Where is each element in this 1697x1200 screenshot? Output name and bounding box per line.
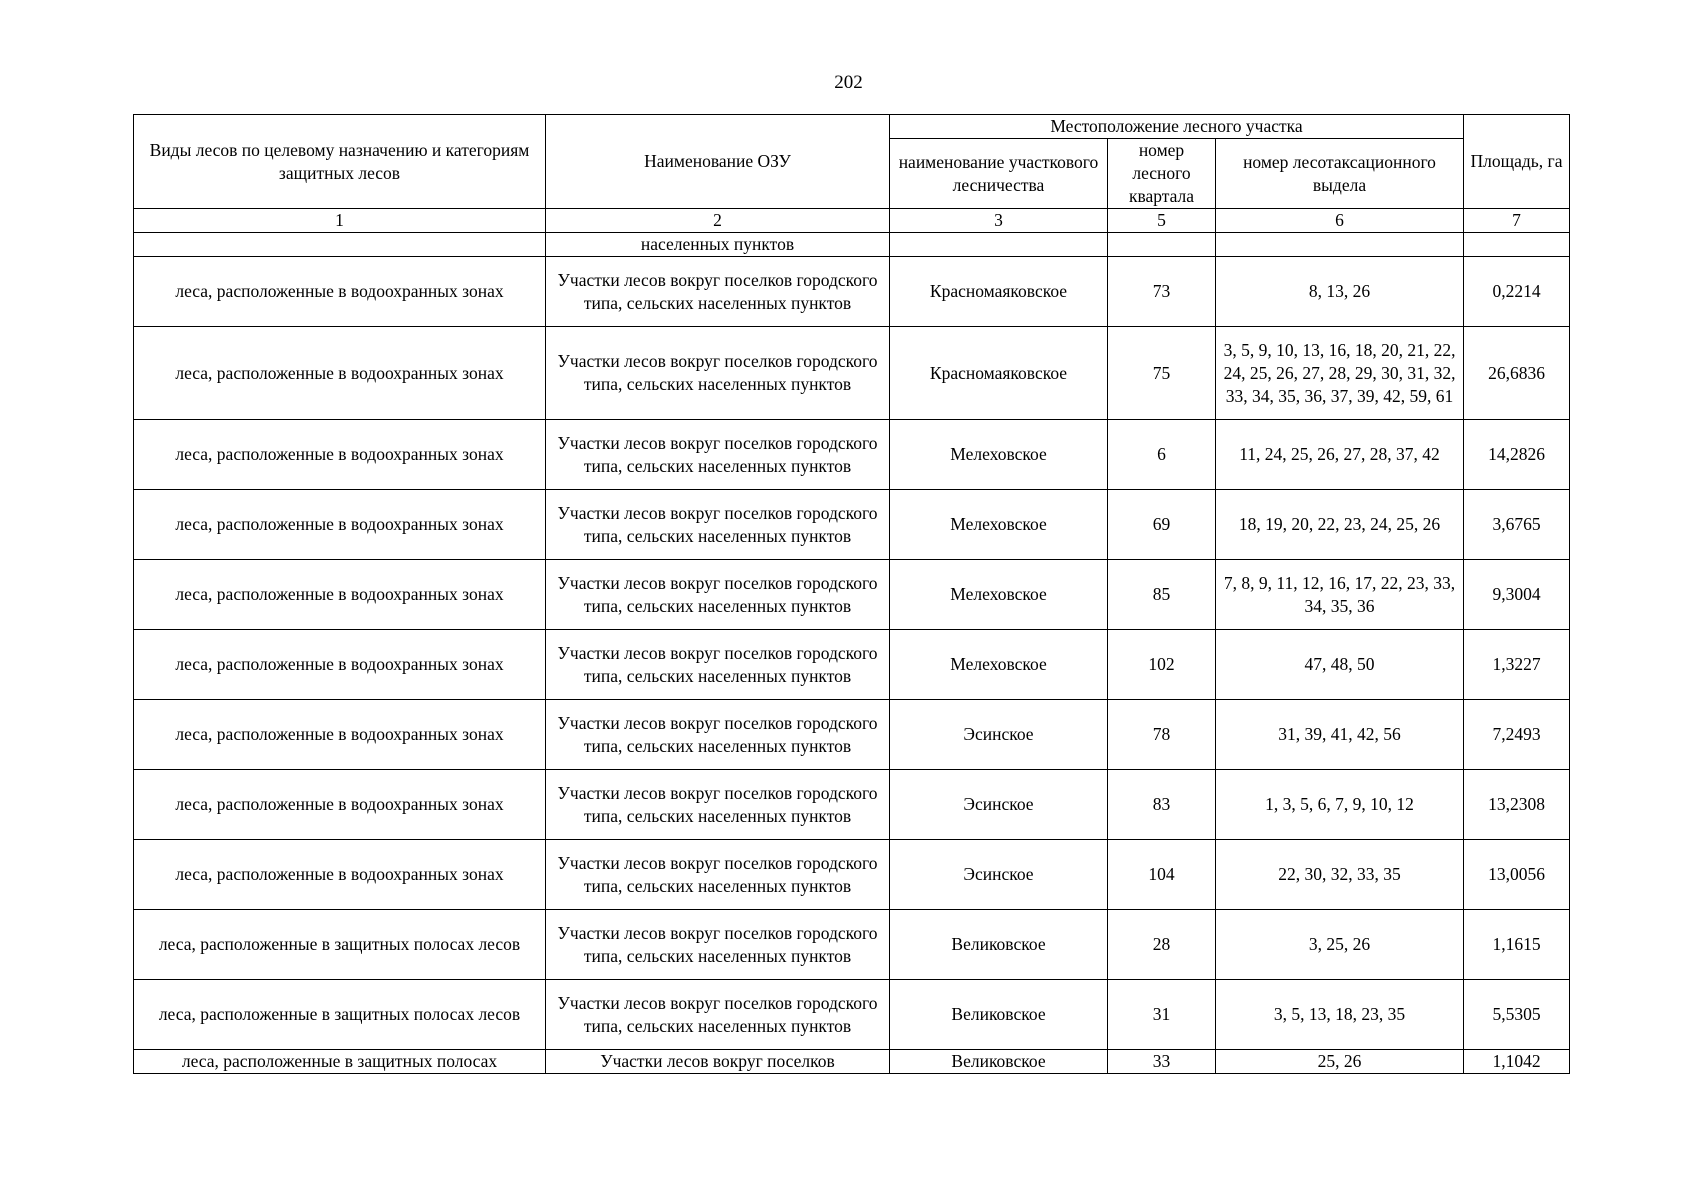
cell-area: 7,2493 — [1464, 700, 1570, 770]
cell-area: 14,2826 — [1464, 420, 1570, 490]
cell-quarter: 6 — [1108, 420, 1216, 490]
cell-ozu: Участки лесов вокруг поселков городского типа, сельских населенных пунктов — [546, 840, 890, 910]
cell-ozu: Участки лесов вокруг поселков городского типа, сельских населенных пунктов — [546, 980, 890, 1050]
cell-kind — [134, 233, 546, 257]
cell-ozu: Участки лесов вокруг поселков городского типа, сельских населенных пунктов — [546, 770, 890, 840]
table-row — [134, 840, 1570, 910]
table-row — [134, 700, 1570, 770]
cell-area: 26,6836 — [1464, 327, 1570, 420]
cell-ozu: Участки лесов вокруг поселков городского типа, сельских населенных пунктов — [546, 327, 890, 420]
cell-forestry: Эсинское — [890, 700, 1108, 770]
cell-quarter: 31 — [1108, 980, 1216, 1050]
cell-kind: леса, расположенные в водоохранных зонах — [134, 700, 546, 770]
header-number-1: 1 — [134, 209, 546, 233]
header-quarter: номер лесного квартала — [1108, 139, 1216, 209]
cell-quarter: 78 — [1108, 700, 1216, 770]
cell-forestry — [890, 233, 1108, 257]
cell-area: 9,3004 — [1464, 560, 1570, 630]
cell-area: 13,2308 — [1464, 770, 1570, 840]
cell-ozu: Участки лесов вокруг поселков городского типа, сельских населенных пунктов — [546, 630, 890, 700]
cell-ozu: Участки лесов вокруг поселков городского типа, сельских населенных пунктов — [546, 420, 890, 490]
cell-quarter — [1108, 233, 1216, 257]
cell-forestry: Великовское — [890, 910, 1108, 980]
cell-ozu: Участки лесов вокруг поселков городского типа, сельских населенных пунктов — [546, 257, 890, 327]
cell-allotment: 31, 39, 41, 42, 56 — [1216, 700, 1464, 770]
table-row — [134, 327, 1570, 420]
cell-quarter: 102 — [1108, 630, 1216, 700]
cell-kind: леса, расположенные в защитных полосах — [134, 1050, 546, 1074]
cell-ozu: Участки лесов вокруг поселков — [546, 1050, 890, 1074]
table-row — [134, 770, 1570, 840]
cell-allotment: 25, 26 — [1216, 1050, 1464, 1074]
cell-allotment: 47, 48, 50 — [1216, 630, 1464, 700]
cell-forestry: Великовское — [890, 1050, 1108, 1074]
cell-allotment: 7, 8, 9, 11, 12, 16, 17, 22, 23, 33, 34, 35, 36 — [1216, 560, 1464, 630]
cell-forestry: Мелеховское — [890, 560, 1108, 630]
header-number-6: 6 — [1216, 209, 1464, 233]
cell-kind: леса, расположенные в защитных полосах лесов — [134, 910, 546, 980]
header-ozu: Наименование ОЗУ — [546, 115, 890, 209]
cell-kind: леса, расположенные в водоохранных зонах — [134, 490, 546, 560]
cell-forestry: Эсинское — [890, 840, 1108, 910]
table-row — [134, 490, 1570, 560]
cell-forestry: Великовское — [890, 980, 1108, 1050]
table-row — [134, 560, 1570, 630]
table-row — [134, 257, 1570, 327]
cell-area: 5,5305 — [1464, 980, 1570, 1050]
table-row — [134, 1050, 1570, 1074]
cell-quarter: 73 — [1108, 257, 1216, 327]
cell-forestry: Красномаяковское — [890, 257, 1108, 327]
header-allotment: номер лесотаксационного выдела — [1216, 139, 1464, 209]
cell-allotment: 3, 5, 13, 18, 23, 35 — [1216, 980, 1464, 1050]
cell-quarter: 104 — [1108, 840, 1216, 910]
cell-kind: леса, расположенные в водоохранных зонах — [134, 840, 546, 910]
header-number-2: 2 — [546, 209, 890, 233]
cell-kind: леса, расположенные в водоохранных зонах — [134, 420, 546, 490]
forest-areas-table — [133, 114, 1570, 1074]
header-area: Площадь, га — [1464, 115, 1570, 209]
cell-ozu: Участки лесов вокруг поселков городского типа, сельских населенных пунктов — [546, 700, 890, 770]
cell-allotment: 3, 5, 9, 10, 13, 16, 18, 20, 21, 22, 24, 25, 26, 27, 28, 29, 30, 31, 32, 33, 34, 35, 36, 37, 39, 42, 59, 61 — [1216, 327, 1464, 420]
header-number-3: 3 — [890, 209, 1108, 233]
cell-ozu: Участки лесов вокруг поселков городского типа, сельских населенных пунктов — [546, 910, 890, 980]
header-number-7: 7 — [1464, 209, 1570, 233]
header-number-5: 5 — [1108, 209, 1216, 233]
table-row — [134, 420, 1570, 490]
header-location-group: Местоположение лесного участка — [890, 115, 1464, 139]
cell-forestry: Мелеховское — [890, 490, 1108, 560]
cell-ozu: Участки лесов вокруг поселков городского типа, сельских населенных пунктов — [546, 490, 890, 560]
cell-quarter: 33 — [1108, 1050, 1216, 1074]
cell-allotment — [1216, 233, 1464, 257]
cell-area: 13,0056 — [1464, 840, 1570, 910]
cell-forestry: Красномаяковское — [890, 327, 1108, 420]
table-row — [134, 910, 1570, 980]
page-number: 202 — [834, 72, 863, 93]
cell-kind: леса, расположенные в водоохранных зонах — [134, 630, 546, 700]
header-forestry: наименование участкового лесничества — [890, 139, 1108, 209]
cell-quarter: 85 — [1108, 560, 1216, 630]
cell-area: 0,2214 — [1464, 257, 1570, 327]
cell-kind: леса, расположенные в водоохранных зонах — [134, 560, 546, 630]
cell-ozu: Участки лесов вокруг поселков городского типа, сельских населенных пунктов — [546, 560, 890, 630]
cell-area — [1464, 233, 1570, 257]
cell-area: 3,6765 — [1464, 490, 1570, 560]
cell-quarter: 28 — [1108, 910, 1216, 980]
cell-kind: леса, расположенные в водоохранных зонах — [134, 770, 546, 840]
cell-allotment: 1, 3, 5, 6, 7, 9, 10, 12 — [1216, 770, 1464, 840]
table-row — [134, 630, 1570, 700]
cell-quarter: 69 — [1108, 490, 1216, 560]
header-kinds: Виды лесов по целевому назначению и категориям защитных лесов — [134, 115, 546, 209]
cell-allotment: 18, 19, 20, 22, 23, 24, 25, 26 — [1216, 490, 1464, 560]
cell-forestry: Эсинское — [890, 770, 1108, 840]
cell-kind: леса, расположенные в защитных полосах лесов — [134, 980, 546, 1050]
cell-quarter: 83 — [1108, 770, 1216, 840]
cell-area: 1,1615 — [1464, 910, 1570, 980]
cell-forestry: Мелеховское — [890, 420, 1108, 490]
cell-kind: леса, расположенные в водоохранных зонах — [134, 257, 546, 327]
cell-area: 1,3227 — [1464, 630, 1570, 700]
cell-allotment: 11, 24, 25, 26, 27, 28, 37, 42 — [1216, 420, 1464, 490]
cell-area: 1,1042 — [1464, 1050, 1570, 1074]
cell-forestry: Мелеховское — [890, 630, 1108, 700]
cell-kind: леса, расположенные в водоохранных зонах — [134, 327, 546, 420]
cell-ozu: населенных пунктов — [546, 233, 890, 257]
cell-allotment: 8, 13, 26 — [1216, 257, 1464, 327]
cell-quarter: 75 — [1108, 327, 1216, 420]
cell-allotment: 3, 25, 26 — [1216, 910, 1464, 980]
table-row-continuation — [134, 233, 1570, 257]
table-row — [134, 980, 1570, 1050]
cell-allotment: 22, 30, 32, 33, 35 — [1216, 840, 1464, 910]
